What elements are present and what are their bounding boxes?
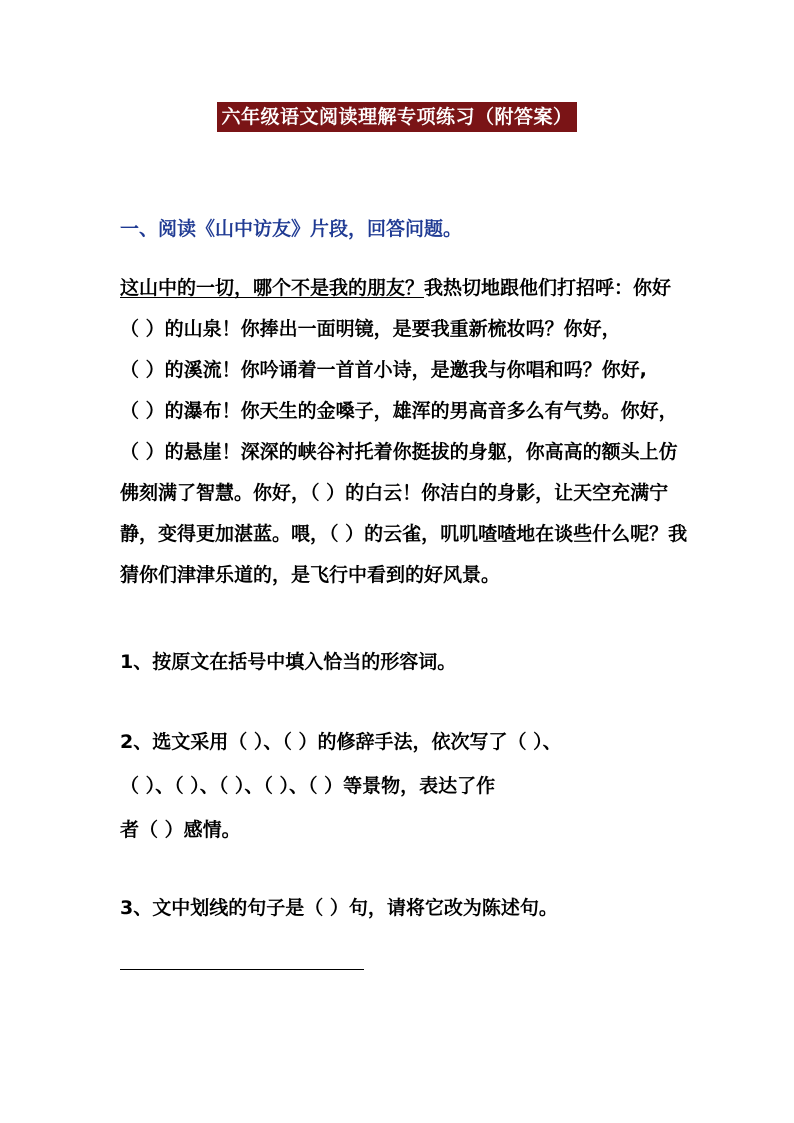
passage-line-6: 佛刻满了智慧。你好，（ ）的白云！你洁白的身影，让天空充满宁: [120, 482, 669, 504]
question-3-text: 3、文中划线的句子是（ ）句，请将它改为陈述句。: [120, 897, 558, 919]
title-container: [0, 102, 794, 132]
answer-line: [120, 969, 364, 970]
page-title: 六年级语文阅读理解专项练习（附答案）: [217, 102, 576, 132]
question-2: [120, 720, 682, 852]
passage-line-1-rest: 我热切地跟他们打招呼：你好: [424, 277, 672, 299]
question-2-line-1: 2、选文采用（ ）、（ ）的修辞手法，依次写了（ ）、: [120, 731, 562, 753]
question-1-text: 1、按原文在括号中填入恰当的形容词。: [120, 651, 457, 673]
passage-line-5: （ ）的悬崖！深深的峡谷衬托着你挺拔的身躯，你高高的额头上仿: [120, 441, 678, 463]
underlined-sentence: 这山中的一切，哪个不是我的朋友？: [120, 277, 425, 299]
passage-line-3: （ ）的溪流！你吟诵着一首首小诗，是邀我与你唱和吗？你好,: [120, 359, 647, 381]
passage-line-2: （ ）的山泉！你捧出一面明镜，是要我重新梳妆吗？你好，: [120, 318, 621, 340]
reading-passage: [120, 268, 688, 596]
question-2-line-3: 者（ ）感情。: [120, 819, 241, 841]
passage-line-8: 猜你们津津乐道的，是飞行中看到的好风景。: [120, 564, 501, 586]
question-1: [120, 640, 682, 684]
question-2-line-2: （ ）、（ ）、（ ）、（ ）、（ ）等景物，表达了作: [120, 775, 496, 797]
passage-line-1: [120, 268, 682, 309]
passage-line-4: （ ）的瀑布！你天生的金嗓子，雄浑的男高音多么有气势。你好，: [120, 400, 678, 422]
question-3: [120, 886, 682, 930]
section-heading: 一、阅读《山中访友》片段，回答问题。: [120, 218, 463, 240]
passage-line-7: 静，变得更加湛蓝。喂，（ ）的云雀，叽叽喳喳地在谈些什么呢？我: [120, 523, 688, 545]
